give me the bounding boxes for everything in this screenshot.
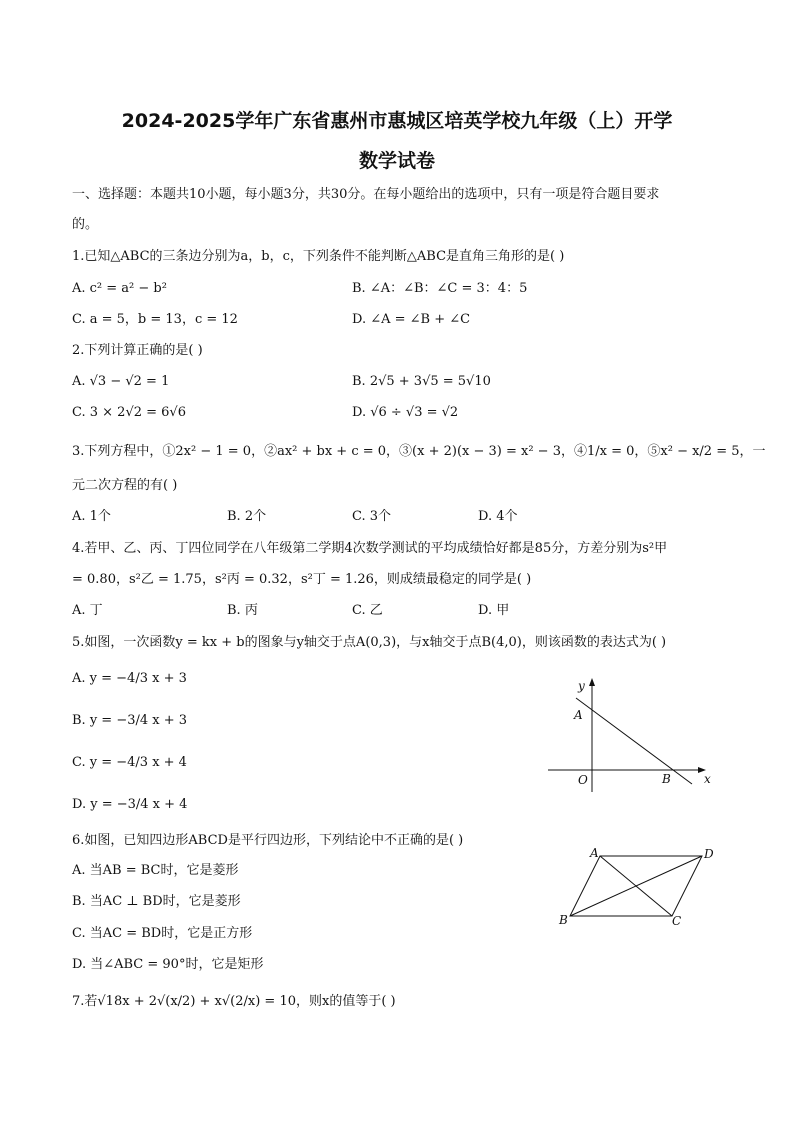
q6-stem: 6.如图，已知四边形ABCD是平行四边形，下列结论中不正确的是( ) <box>72 833 464 848</box>
q5-option-d: D. y = −3/4 x + 4 <box>72 797 188 812</box>
section-heading-cont: 的。 <box>72 217 99 232</box>
q3-option-d: D. 4个 <box>478 509 518 524</box>
q5-option-a: A. y = −4/3 x + 3 <box>72 671 187 686</box>
q3-option-c: C. 3个 <box>352 509 392 524</box>
q6-parallelogram-figure <box>552 842 724 932</box>
diagonal-bd <box>570 856 702 916</box>
q1-option-c: C. a = 5，b = 13，c = 12 <box>72 312 238 327</box>
vertex-b-label: B <box>559 913 568 927</box>
section-heading: 一、选择题：本题共10小题，每小题3分，共30分。在每小题给出的选项中，只有一项是符合题目要求 <box>72 187 660 202</box>
q7-stem: 7.若√18x + 2√(x/2) + x√(2/x) = 10，则x的值等于( ) <box>72 994 396 1009</box>
q5-option-b: B. y = −3/4 x + 3 <box>72 713 188 728</box>
q2-option-a: A. √3 − √2 = 1 <box>72 374 170 389</box>
q3-option-a: A. 1个 <box>72 509 111 524</box>
q4-stem-cont: = 0.80，s²乙 = 1.75，s²丙 = 0.32，s²丁 = 1.26，则成绩最稳定的同学是( ) <box>72 572 532 587</box>
q6-option-b: B. 当AC ⊥ BD时，它是菱形 <box>72 894 241 909</box>
q5-stem: 5.如图，一次函数y = kx + b的图象与y轴交于点A(0,3)，与x轴交于点B(4,0)，则该函数的表达式为( ) <box>72 635 667 650</box>
origin-label: O <box>578 773 588 787</box>
q2-option-b: B. 2√5 + 3√5 = 5√10 <box>352 374 491 389</box>
x-axis-label: x <box>704 772 711 786</box>
y-axis-arrow-icon <box>589 678 595 686</box>
q2-option-c: C. 3 × 2√2 = 6√6 <box>72 405 186 420</box>
exam-title-line1: 2024-2025学年广东省惠州市惠城区培英学校九年级（上）开学 <box>121 110 673 132</box>
q1-option-d: D. ∠A = ∠B + ∠C <box>352 312 471 327</box>
y-axis-label: y <box>578 679 585 693</box>
q1-option-b: B. ∠A：∠B：∠C = 3：4：5 <box>352 281 528 296</box>
q3-option-b: B. 2个 <box>227 509 267 524</box>
q6-option-c: C. 当AC = BD时，它是正方形 <box>72 926 253 941</box>
q4-option-c: C. 乙 <box>352 603 383 618</box>
point-b-label: B <box>662 772 671 786</box>
q4-option-b: B. 丙 <box>227 603 258 618</box>
q1-stem: 1.已知△ABC的三条边分别为a，b，c，下列条件不能判断△ABC是直角三角形的是( ) <box>72 249 565 264</box>
q1-option-a: A. c² = a² − b² <box>72 281 167 296</box>
q4-stem: 4.若甲、乙、丙、丁四位同学在八年级第二学期4次数学测试的平均成绩恰好都是85分，方差分别为s²甲 <box>72 541 668 556</box>
q2-option-d: D. √6 ÷ √3 = √2 <box>352 405 459 420</box>
function-line <box>576 698 692 784</box>
vertex-c-label: C <box>672 914 682 928</box>
exam-title-line2: 数学试卷 <box>358 150 435 172</box>
q3-stem: 3.下列方程中，①2x² − 1 = 0，②ax² + bx + c = 0，③(x + 2)(x − 3) = x² − 3，④1/x = 0，⑤x² − x/2 = 5，一 <box>72 444 766 459</box>
q6-option-a: A. 当AB = BC时，它是菱形 <box>72 863 239 878</box>
q4-option-d: D. 甲 <box>478 603 510 618</box>
vertex-a-label: A <box>590 846 599 860</box>
q2-stem: 2.下列计算正确的是( ) <box>72 343 203 358</box>
point-a-label: A <box>574 708 583 722</box>
q4-option-a: A. 丁 <box>72 603 103 618</box>
vertex-d-label: D <box>704 847 714 861</box>
q6-option-d: D. 当∠ABC = 90°时，它是矩形 <box>72 957 264 972</box>
q5-linear-function-figure <box>540 674 720 796</box>
q3-stem-cont: 元二次方程的有( ) <box>72 478 178 493</box>
q5-option-c: C. y = −4/3 x + 4 <box>72 755 187 770</box>
